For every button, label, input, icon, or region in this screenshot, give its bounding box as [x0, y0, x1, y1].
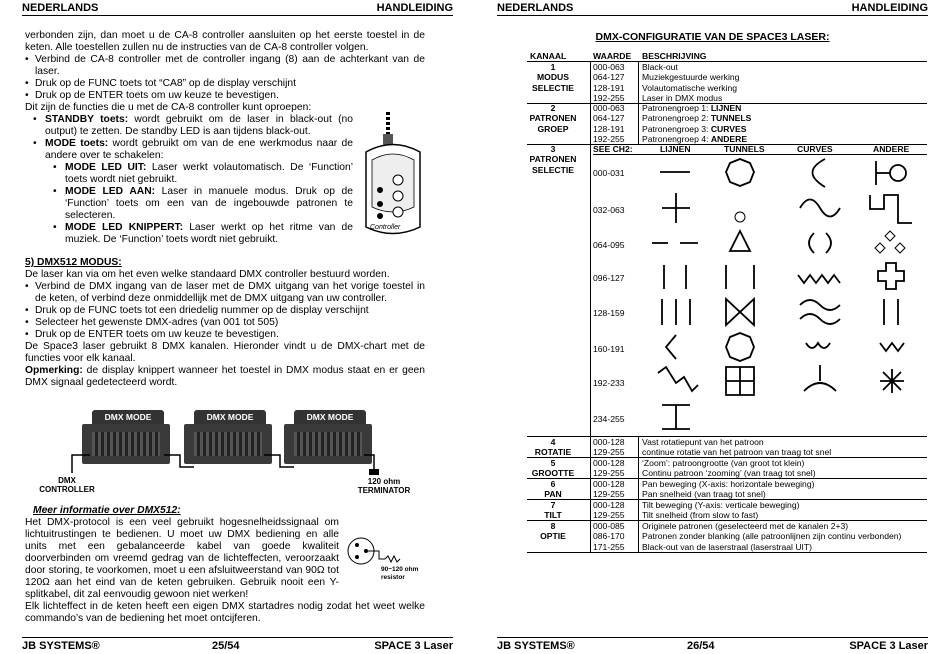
- desc-prefix: Patronengroep 2:: [642, 113, 711, 124]
- value-description: Black-out: [642, 62, 678, 72]
- pattern-octagon-icon: [726, 159, 754, 186]
- table-rule: [527, 552, 927, 553]
- channel-8-descriptions: [642, 521, 901, 552]
- channel-2-label: [527, 103, 579, 134]
- value-description: Vast rotatiepunt van het patroon: [642, 437, 764, 447]
- channel-name: PAN: [544, 489, 562, 500]
- channel-name: OPTIE: [540, 531, 566, 542]
- pattern-plus-shape-icon: [878, 263, 904, 289]
- pattern-spring-icon: [658, 367, 698, 391]
- channel-7-descriptions: [642, 500, 799, 521]
- list-item: [25, 222, 353, 246]
- channel-number: 8: [550, 521, 556, 531]
- header-rule: [497, 15, 928, 16]
- pattern-cross-icon: [662, 193, 690, 223]
- value-description: [642, 113, 751, 123]
- channel-1-values: [593, 62, 625, 104]
- value-description: Tilt snelheid (from slow to fast): [642, 510, 759, 521]
- mode-label: MODE toets:: [45, 138, 109, 149]
- value-range: 128-191: [593, 82, 625, 93]
- value-description: Patronen zonder blanking (alle patroonlijnen zijn continu verbonden): [642, 531, 902, 542]
- channel-number: 3: [550, 144, 556, 154]
- led-uit-label: MODE LED UIT:: [65, 162, 147, 173]
- column-divider: [638, 61, 639, 144]
- group-header-curves: CURVES: [797, 144, 833, 154]
- value-range: 000-063: [593, 62, 625, 72]
- dmx-intro: De laser kan via om het even welke standaard DMX controller bestuurd worden.: [25, 269, 390, 280]
- value-range: 129-255: [593, 489, 625, 500]
- channel-number: 2: [550, 103, 556, 113]
- pattern-bars2-icon: [726, 265, 754, 289]
- value-range: 000-128: [593, 500, 625, 510]
- pattern-range: 032-063: [593, 205, 625, 215]
- pattern-triple-bars-icon: [662, 299, 690, 325]
- controller-caption: Controller: [370, 224, 401, 231]
- pattern-double-wave-icon: [800, 300, 840, 324]
- channel-6-label: [527, 479, 579, 500]
- ca8-controller-illustration: [358, 112, 428, 242]
- dmx-mode-label: DMX MODE: [294, 410, 366, 424]
- startadres-paragraph: Elk lichteffect in de keten heeft een eigen DMX startadres nodig zodat het weet welke commando’s van de bediening het moet ontcijferen.: [25, 601, 425, 624]
- list-item: • Druk op de ENTER toets om uw keuze te bevestigen.: [25, 90, 425, 102]
- group-header-tunnels: TUNNELS: [724, 144, 765, 154]
- resistor-diagram: [345, 529, 425, 587]
- resistor-label-2: resistor: [381, 574, 405, 581]
- pattern-meander-icon: [870, 195, 912, 223]
- mode-led-list: [25, 162, 353, 246]
- value-description: ‘Zoom’: patroongrootte (van groot tot klein): [642, 458, 805, 468]
- value-range: 129-255: [593, 468, 625, 479]
- value-range: 000-063: [593, 103, 625, 113]
- led-aan-text: Laser in manuele modus. Druk op de ‘Function’ toets om een van de ingebouwde patronen te selecteren.: [65, 186, 353, 221]
- footer-brand: JB SYSTEMS®: [22, 640, 100, 652]
- dmx-mode-label: DMX MODE: [92, 410, 164, 424]
- page-header: [22, 2, 453, 16]
- pattern-range: 128-159: [593, 308, 625, 318]
- functions-list: [25, 114, 353, 162]
- pattern-octagon-large-icon: [726, 333, 754, 361]
- channel-6-values: [593, 479, 625, 500]
- group-name: LIJNEN: [710, 103, 742, 113]
- footer-page-number: 25/54: [212, 640, 240, 652]
- value-description: Continu patroon ‘zooming’ (van traag tot snel): [642, 468, 816, 479]
- col-header-kanaal: KANAAL: [530, 51, 567, 61]
- channel-number: 5: [550, 458, 556, 468]
- pattern-zigzag-v-icon: [880, 343, 904, 351]
- list-item: • Druk op de FUNC toets tot een driedelig nummer op de display verschijnt: [25, 305, 425, 317]
- more-info-title: Meer informatie over DMX512:: [33, 505, 181, 516]
- channel-5-label: [527, 458, 579, 479]
- value-range: 000-128: [593, 458, 625, 468]
- pattern-small-wave-icon: [806, 343, 830, 348]
- list-item: [25, 162, 353, 186]
- value-description: Black-out van de laserstraal (laserstraal UIT): [642, 541, 813, 552]
- pattern-key-icon: [876, 161, 906, 185]
- list-item: • Druk op de FUNC toets tot “CA8” op de display verschijnt: [25, 78, 425, 90]
- channel-8-label: [527, 521, 579, 542]
- value-description: [642, 124, 751, 134]
- channel-4-values: [593, 437, 625, 458]
- list-item: [25, 186, 353, 222]
- pattern-star-icon: [880, 369, 904, 393]
- pattern-range: 064-095: [593, 240, 625, 250]
- group-header-lijnen: LIJNEN: [660, 144, 691, 154]
- pattern-chevron-icon: [666, 335, 676, 359]
- standby-text: wordt gebruikt om de laser in black-out (no output) te zetten. De standby LED is aan tijdens black-out.: [45, 114, 353, 137]
- desc-prefix: Patronengroep 1:: [642, 103, 711, 113]
- value-range: 086-170: [593, 531, 625, 542]
- more-info-paragraph: [25, 517, 425, 601]
- dmx-mode-label: DMX MODE: [194, 410, 266, 424]
- group-header-andere: ANDERE: [873, 144, 910, 154]
- pattern-cross-box-icon: [726, 367, 754, 395]
- channels-paragraph: De Space3 laser gebruikt 8 DMX kanalen. Hieronder vindt u de DMX-chart met de functies voor elk kanaal.: [25, 341, 425, 364]
- list-item: • Selecteer het gewenste DMX-adres (van 001 tot 505): [25, 317, 425, 329]
- value-range: 064-127: [593, 72, 625, 83]
- group-name: ANDERE: [710, 134, 748, 145]
- functions-intro: Dit zijn de functies die u met de CA-8 controller kunt oproepen:: [25, 102, 312, 113]
- channel-2-descriptions: [642, 103, 751, 145]
- desc-prefix: Patronengroep 3:: [642, 123, 711, 134]
- pattern-triangle-icon: [730, 231, 750, 251]
- value-range: 000-085: [593, 521, 625, 531]
- footer-product: SPACE 3 Laser: [849, 640, 928, 652]
- value-range: 129-255: [593, 510, 625, 521]
- list-item: [25, 138, 353, 162]
- standby-label: STANDBY toets:: [45, 114, 129, 125]
- channel-name: PATRONEN GROEP: [529, 113, 577, 134]
- body-text-dmx: [25, 257, 425, 389]
- list-item: • Verbind de DMX ingang van de laser met de DMX uitgang van het vorige toestel in de keten, of verbind deze onmiddellijk met de DMX uitgang van uw controller.: [25, 281, 425, 305]
- footer-brand: JB SYSTEMS®: [497, 640, 575, 652]
- channel-number: 6: [550, 479, 556, 489]
- channel-name: GROOTTE: [531, 468, 575, 479]
- header-title: HANDLEIDING: [376, 2, 453, 14]
- see-ch2-label: SEE CH2:: [593, 144, 633, 154]
- channel-4-label: [527, 437, 579, 458]
- page-footer: [497, 637, 928, 651]
- mode-text: wordt gebruikt om van de ene werkmodus naar de andere over te schakelen:: [45, 138, 353, 161]
- channel-name: MODUS SELECTIE: [531, 72, 575, 93]
- led-uit-text: Laser werkt volautomatisch. De ‘Function’ toets wordt niet gebruikt.: [65, 162, 353, 185]
- list-item: • Verbind de CA-8 controller met de controller ingang (8) aan de achterkant van de laser.: [25, 54, 425, 78]
- dmx-controller-label: DMX CONTROLLER: [39, 476, 95, 494]
- pattern-range: 234-255: [593, 414, 625, 424]
- resistor-label: 90~120 ohm: [381, 566, 419, 573]
- section-title: 5) DMX512 MODUS:: [25, 257, 122, 268]
- pattern-arc-icon: [813, 159, 826, 187]
- column-divider: [590, 61, 591, 552]
- pattern-small-circle-icon: [735, 212, 745, 222]
- pattern-wave-icon: [800, 200, 840, 217]
- value-range: 000-128: [593, 479, 625, 489]
- channel-3-label: [527, 144, 579, 175]
- channel-5-values: [593, 458, 625, 479]
- value-range: 192-255: [593, 134, 625, 145]
- value-description: [642, 103, 751, 113]
- pattern-vbars-icon: [884, 299, 898, 325]
- pattern-zigzag-icon: [798, 275, 840, 283]
- channel-8-values: [593, 521, 625, 552]
- channel-number: 7: [550, 500, 556, 510]
- led-aan-label: MODE LED AAN:: [65, 186, 156, 197]
- list-item: • Druk op de ENTER toets om uw keuze te bevestigen.: [25, 329, 425, 341]
- more-info-text: Het DMX-protocol is een veel gebruikt hogesnelheidssignaal om lichtuitrustingen te bedienen. U moet uw DMX bediening en alle units met een gebalanceerde kabel van goede kwaliteit doorverbinden om vreemd gedrag van de lichteffecten, veroorzaakt door storing, te voorkomen, moet u een afsluitweerstand van 90Ω tot 120Ω aan het eind van de keten gebruiken. Gebruik nooit een Y-splitkabel, dit zal eenvoudig gewoon niet werken!: [25, 517, 339, 600]
- header-title: HANDLEIDING: [851, 2, 928, 14]
- value-description: Pan beweging (X-axis: horizontale beweging): [642, 479, 815, 489]
- pattern-bars-icon: [664, 265, 686, 289]
- pattern-grid: [640, 155, 927, 435]
- value-description: continue rotatie van het patroon van traag tot snel: [642, 447, 832, 458]
- dmx-steps-list: [25, 281, 425, 341]
- footer-page-number: 26/54: [687, 640, 715, 652]
- channel-number: 4: [550, 437, 556, 447]
- xlr-resistor-illustration: [345, 529, 425, 587]
- note-paragraph: [25, 365, 425, 389]
- ca8-steps-list: [25, 54, 425, 102]
- value-range: 000-128: [593, 437, 625, 447]
- pattern-y-icon: [804, 365, 836, 391]
- channel-number: 1: [550, 62, 556, 72]
- value-description: Muziekgestuurde werking: [642, 72, 740, 83]
- pattern-diamonds-icon: [875, 231, 905, 253]
- channel-name: ROTATIE: [534, 447, 572, 458]
- value-description: Tilt beweging (Y-axis: verticale beweging): [642, 500, 800, 510]
- channel-6-descriptions: [642, 479, 814, 500]
- dmx-config-title: DMX-CONFIGURATIE VAN DE SPACE3 LASER:: [595, 31, 830, 43]
- page-footer: [22, 637, 453, 651]
- value-description: Pan snelheid (van traag tot snel): [642, 489, 766, 500]
- channel-7-values: [593, 500, 625, 521]
- page-header: [497, 2, 928, 16]
- channel-2-values: [593, 103, 625, 145]
- intro-paragraph: verbonden zijn, dan moet u de CA-8 controller aansluiten op het eerste toestel in de keten. Alle toestellen zullen nu de instructies van de CA-8 controller volgen.: [25, 30, 425, 53]
- pattern-range: 160-191: [593, 344, 625, 354]
- value-description: Laser in DMX modus: [642, 93, 723, 104]
- pattern-brackets-icon: [809, 233, 831, 253]
- channel-7-label: [527, 500, 579, 521]
- dmx-chain-diagram: [32, 403, 432, 498]
- pattern-i-beam-icon: [662, 405, 690, 429]
- group-name: CURVES: [710, 123, 747, 134]
- value-range: 192-255: [593, 93, 625, 104]
- body-text-more-info: [25, 505, 425, 625]
- led-knip-text: Laser werkt op het ritme van de muziek. De ‘Function’ toets wordt niet gebruikt.: [65, 222, 353, 245]
- desc-prefix: Patronengroep 4:: [642, 134, 711, 145]
- terminator-label: 120 ohm TERMINATOR: [357, 477, 411, 495]
- value-description: Volautomatische werking: [642, 82, 738, 93]
- list-item: [25, 114, 353, 138]
- note-label: Opmerking:: [25, 365, 83, 376]
- value-range: 128-191: [593, 123, 625, 134]
- pattern-range: 000-031: [593, 168, 625, 178]
- channel-4-descriptions: [642, 437, 831, 458]
- value-description: Originele patronen (geselecteerd met de kanalen 2+3): [642, 521, 849, 531]
- pattern-bowtie-icon: [726, 299, 754, 325]
- note-text: de display knippert wanneer het toestel in DMX modus staat en er geen DMX signaal gedetecteerd wordt.: [25, 365, 425, 388]
- header-language: NEDERLANDS: [22, 2, 99, 14]
- value-range: 129-255: [593, 447, 625, 458]
- group-name: TUNNELS: [710, 113, 752, 124]
- col-header-beschrijving: BESCHRIJVING: [642, 51, 707, 61]
- channel-1-descriptions: [642, 62, 739, 104]
- channel-name: PATRONEN SELECTIE: [529, 154, 577, 175]
- header-rule: [22, 15, 453, 16]
- header-language: NEDERLANDS: [497, 2, 574, 14]
- value-range: 171-255: [593, 541, 625, 552]
- channel-5-descriptions: [642, 458, 816, 479]
- footer-product: SPACE 3 Laser: [374, 640, 453, 652]
- column-divider: [638, 436, 639, 552]
- channel-name: TILT: [544, 510, 562, 521]
- pattern-range: 192-233: [593, 378, 625, 388]
- channel-1-label: [527, 62, 579, 93]
- pattern-range: 096-127: [593, 273, 625, 283]
- col-header-waarde: WAARDE: [593, 51, 632, 61]
- led-knip-label: MODE LED KNIPPERT:: [65, 222, 184, 233]
- value-range: 064-127: [593, 113, 625, 124]
